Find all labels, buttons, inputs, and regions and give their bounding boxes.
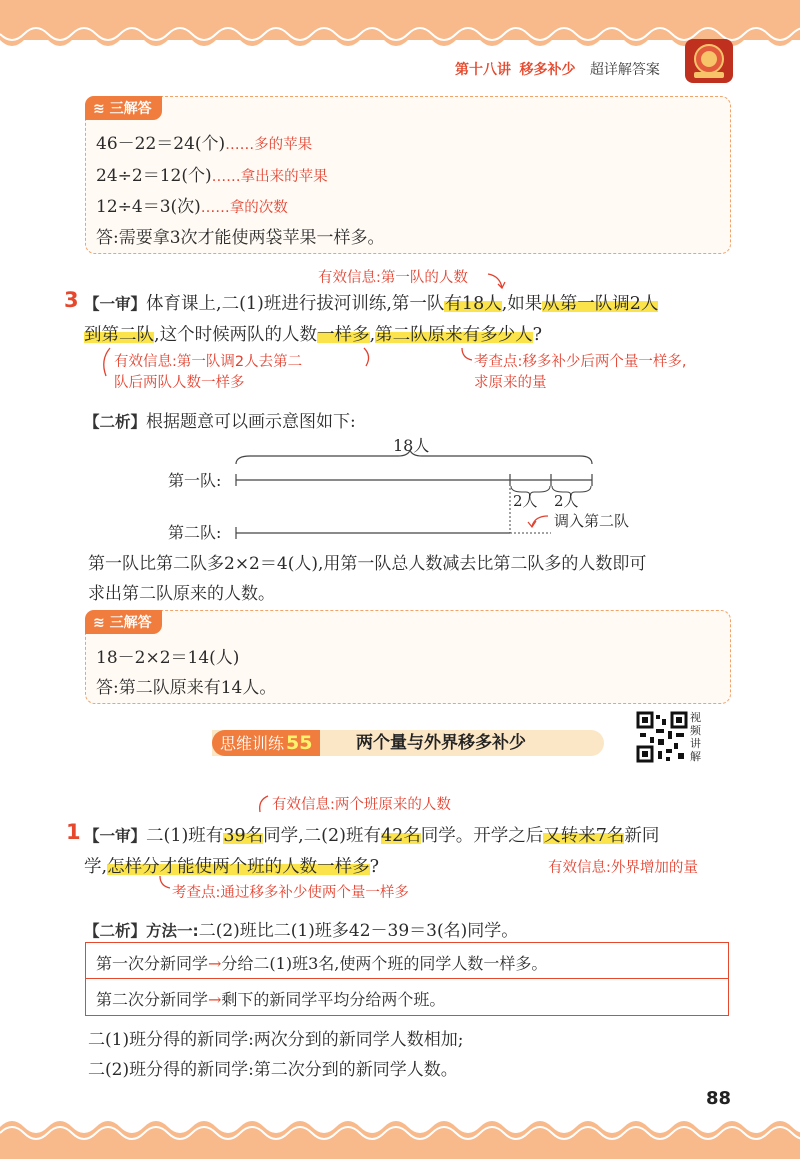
note-arrow-icon <box>360 346 380 370</box>
solution-tag-1: ≋ 三解答 <box>85 96 162 120</box>
q3-number: 3 <box>64 288 79 312</box>
q3-analysis-1: 第一队比第二队多2×2＝4(人),用第一队总人数减去比第二队多的人数即可 <box>88 554 647 574</box>
solution-tag-2: ≋ 三解答 <box>85 610 162 634</box>
q1-note-top: 有效信息:两个班原来的人数 <box>272 797 451 813</box>
solution-box-2 <box>85 610 731 704</box>
subtitle-label: 超详解答案 <box>589 62 660 78</box>
q3-note-right-2: 求原来的量 <box>474 375 547 391</box>
q1-text-line2: 学,怎样分才能使两个班的人数一样多? <box>84 857 379 877</box>
q3-note-left-2: 队后两队人数一样多 <box>114 375 245 391</box>
solution1-line-2: 24÷2＝12(个)……拿出来的苹果 <box>96 166 328 186</box>
note-arrow-icon <box>96 346 116 386</box>
q1-number: 1 <box>66 820 81 844</box>
video-label: 视 频 讲 解 <box>690 711 701 763</box>
solution1-answer: 答:需要拿3次才能使两袋苹果一样多。 <box>96 228 385 248</box>
diagram-seg1-label: 2人 <box>513 492 538 510</box>
q3-text-line1: 【一审】体育课上,二(1)班进行拔河训练,第一队有18人,如果从第一队调2人 <box>84 294 659 314</box>
q1-conclusion-1: 二(1)班分得的新同学:两次分到的新同学人数相加; <box>88 1030 464 1050</box>
q3-analysis-intro: 【二析】根据题意可以画示意图如下: <box>84 412 356 432</box>
chapter-label: 第十八讲 <box>455 62 511 78</box>
solution2-expr: 18－2×2＝14(人) <box>96 648 240 668</box>
diagram-team2-label: 第二队: <box>168 523 222 542</box>
q1-note-bottom: 考查点:通过移多补少使两个量一样多 <box>172 885 409 901</box>
page-number: 88 <box>706 1088 732 1109</box>
q1-text-line1: 【一审】二(1)班有39名同学,二(2)班有42名同学。开学之后又转来7名新同 <box>84 826 660 846</box>
header-badge-icon <box>684 38 734 84</box>
page-header <box>455 59 660 79</box>
diagram-total-label: 18人 <box>393 436 430 455</box>
bottom-wave-band <box>0 1113 800 1159</box>
q3-note-right-1: 考查点:移多补少后两个量一样多, <box>474 354 687 370</box>
segment-diagram <box>230 450 610 550</box>
table-row: 第一次分新同学→分给二(1)班3名,使两个班的同学人数一样多。 <box>86 943 728 979</box>
top-wave-band <box>0 0 800 58</box>
topic-label: 移多补少 <box>519 62 576 78</box>
solution1-line-1: 46－22＝24(个)……多的苹果 <box>96 134 313 154</box>
q3-analysis-2: 求出第二队原来的人数。 <box>88 584 275 604</box>
total-brace <box>236 450 592 464</box>
q3-text-line2: 到第二队,这个时候两队的人数一样多,第二队原来有多少人? <box>84 325 543 345</box>
solution2-answer: 答:第二队原来有14人。 <box>96 678 277 698</box>
q1-note-right: 有效信息:外界增加的量 <box>548 860 698 876</box>
q1-conclusion-2: 二(2)班分得的新同学:第二次分到的新同学人数。 <box>88 1060 458 1080</box>
note-arrow-icon <box>252 792 272 816</box>
diagram-seg2-label: 2人 <box>554 492 579 510</box>
note-arrow-icon <box>486 270 508 292</box>
section-banner <box>212 730 604 756</box>
diagram-transfer-label: 调入第二队 <box>554 512 630 530</box>
solution-box-1 <box>85 96 731 254</box>
q3-note-left-1: 有效信息:第一队调2人去第二 <box>114 354 303 370</box>
section-number: 55 <box>286 732 313 754</box>
diagram-team1-label: 第一队: <box>168 471 222 490</box>
section-title: 两个量与外界移多补少 <box>356 733 526 753</box>
solution1-line-3: 12÷4＝3(次)……拿的次数 <box>96 197 288 217</box>
q3-note-top: 有效信息:第一队的人数 <box>318 270 468 286</box>
table-row: 第二次分新同学→剩下的新同学平均分给两个班。 <box>96 990 446 1009</box>
q1-step-table <box>85 942 729 1016</box>
q1-method: 【二析】方法一:二(2)班比二(1)班多42－39＝3(名)同学。 <box>84 921 519 941</box>
section-label: 思维训练 <box>220 734 285 753</box>
qr-code-icon[interactable] <box>636 711 688 763</box>
